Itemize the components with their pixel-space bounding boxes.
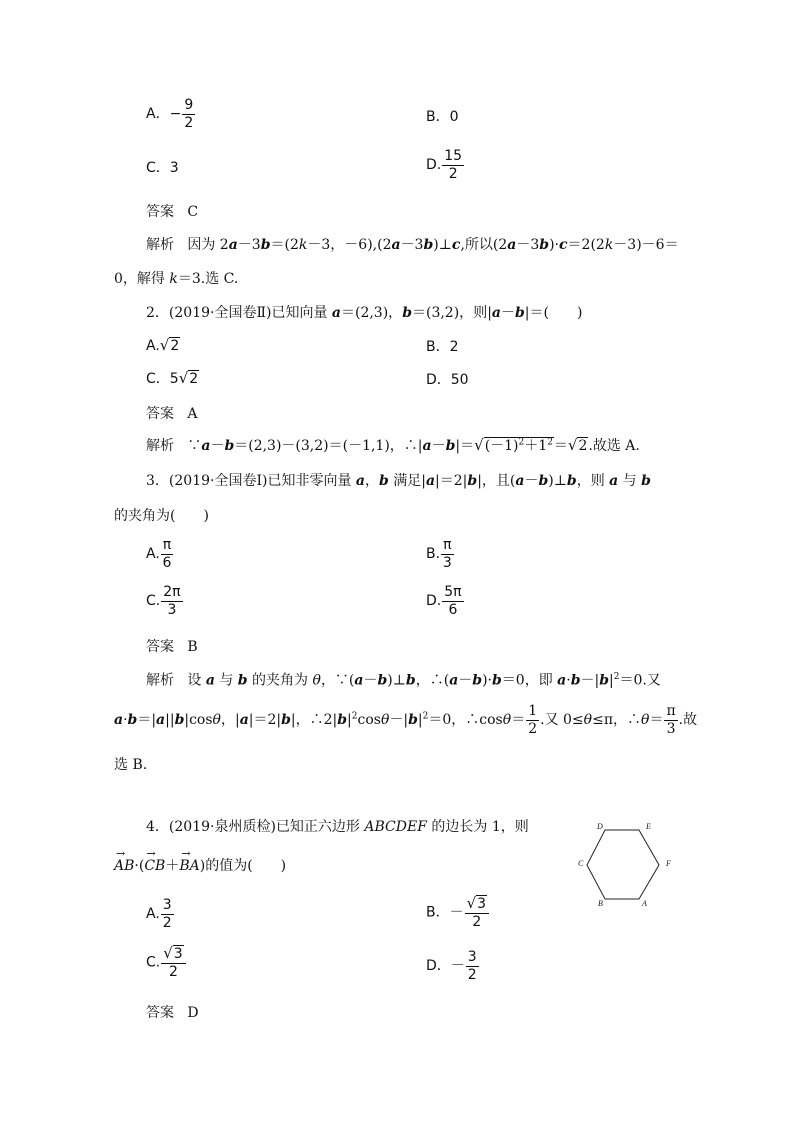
q4-choice-a: A. $\frac{3}{2}$ bbox=[146, 897, 172, 931]
hexagon-label-d: D bbox=[597, 822, 603, 831]
q3-analysis-line3: 选 B. bbox=[114, 757, 148, 773]
q3-choice-b: B. $\frac{\pi}{3}$ bbox=[426, 537, 452, 571]
q1-analysis-cont: 0，解得 k＝3.选 C. bbox=[114, 271, 239, 287]
q1-choice-b: B．0 bbox=[426, 109, 459, 125]
q1-analysis: 解析 因为 2a－3b＝(2k－3，－6),(2a－3b)⊥c,所以(2a－3b)·c＝2(2k－3)－6＝ bbox=[146, 237, 679, 253]
hexagon-label-c: C bbox=[578, 859, 584, 868]
q2-answer: 答案 A bbox=[146, 406, 198, 422]
q2-choice-b: B．2 bbox=[426, 339, 459, 355]
q3-answer: 答案 B bbox=[146, 639, 198, 655]
q4-choice-b: B．－ $\frac{√3}{2}$ bbox=[426, 896, 490, 929]
q3-analysis: 解析 设 a 与 b 的夹角为 θ，∵(a－b)⊥b，∴(a－b)·b＝0，即 $a\cdot b-|b|^2=0$.又 bbox=[146, 672, 661, 689]
q4-stem-line2: → AB·(→ CB＋→ BA)的值为( ) bbox=[114, 859, 286, 873]
q2-choice-a: A.√2 bbox=[146, 336, 180, 354]
q1-choice-d: D. $\frac{15}{2}$ bbox=[426, 148, 463, 182]
q1-choice-c: C．3 bbox=[146, 160, 179, 176]
q2-analysis: 解析 ∵a－b＝(2,3)－(3,2)＝(－1,1)，$\therefore|a-b|=√(-1)^2+1^2=√2$.故选 A. bbox=[146, 436, 640, 454]
hexagon-shape bbox=[587, 830, 659, 899]
q3-choice-d: D. $\frac{5\pi}{6}$ bbox=[426, 584, 462, 618]
q2-choice-c: C．5√2 bbox=[146, 369, 199, 387]
q2-choice-d: D．50 bbox=[426, 372, 469, 388]
q4-answer: 答案 D bbox=[146, 1005, 199, 1021]
hexagon-label-a: A bbox=[642, 899, 647, 908]
q1-choice-a: A．− $\frac{9}{2}$ bbox=[146, 97, 194, 131]
q3-analysis-line2: a·b＝|a||b|cosθ，|a|＝2|b|，$\therefore 2|b|^2\cos\theta-|b|^2=0$，∴cosθ＝ $\frac{1}{2}$ .又 0≤θ≤π，∴θ＝ $\frac{\pi}{3}$ .故 bbox=[114, 703, 698, 737]
hexagon-label-f: F bbox=[666, 859, 671, 868]
q4-stem: 4．(2019·泉州质检)已知正六边形 ABCDEF 的边长为 1，则 bbox=[146, 819, 529, 835]
q4-choice-d: D．－ $\frac{3}{2}$ bbox=[426, 949, 477, 983]
hexagon-label-e: E bbox=[646, 822, 651, 831]
q3-choice-a: A. $\frac{\pi}{6}$ bbox=[146, 537, 172, 571]
hexagon-label-b: B bbox=[598, 899, 603, 908]
q3-stem: 3．(2019·全国卷Ⅰ)已知非零向量 a，b 满足|a|＝2|b|，且(a－b)⊥b，则 a 与 b bbox=[146, 473, 651, 489]
q2-stem: 2．(2019·全国卷Ⅱ)已知向量 a＝(2,3)，b＝(3,2)，则|a－b|＝( ) bbox=[146, 305, 583, 321]
q4-choice-c: C. $\frac{√3}{2}$ bbox=[146, 946, 187, 979]
q1-answer: 答案 C bbox=[146, 204, 199, 220]
q3-stem-line2: 的夹角为( ) bbox=[114, 508, 209, 524]
q3-choice-c: C. $\frac{2\pi}{3}$ bbox=[146, 584, 181, 618]
